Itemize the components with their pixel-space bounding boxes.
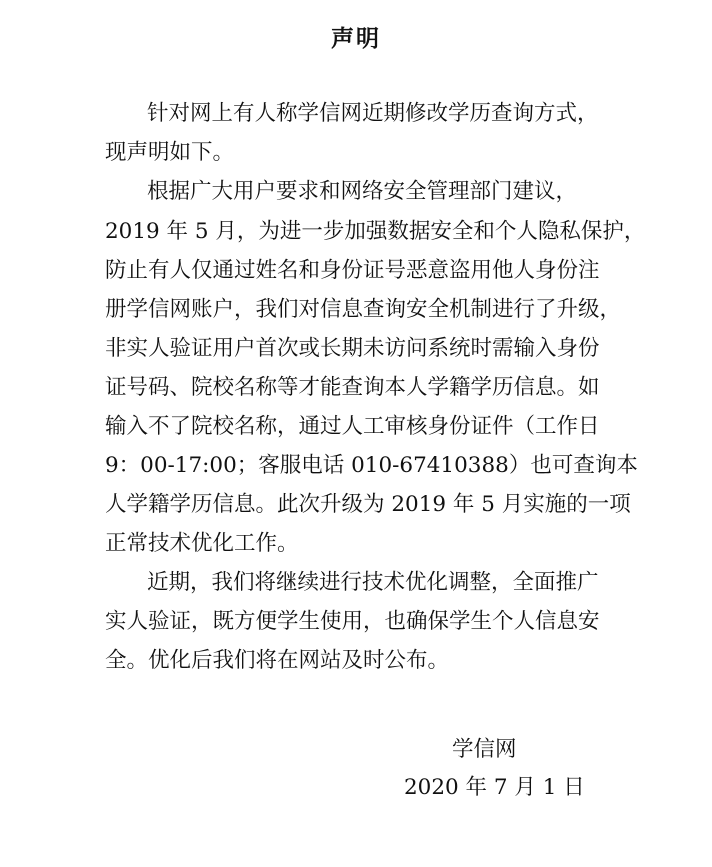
paragraph-line: 册学信网账户，我们对信息查询安全机制进行了升级， — [105, 297, 622, 322]
signature-date: 2020 年 7 月 1 日 — [404, 775, 585, 800]
paragraph-line: 2019 年 5 月，为进一步加强数据安全和个人隐私保护， — [105, 219, 646, 244]
paragraph-line: 近期，我们将继续进行技术优化调整，全面推广 — [147, 570, 599, 595]
paragraph-line: 实人验证，既方便学生使用，也确保学生个人信息安 — [105, 609, 600, 634]
paragraph-line: 人学籍学历信息。此次升级为 2019 年 5 月实施的一项 — [105, 492, 631, 517]
paragraph-line: 现声明如下。 — [105, 140, 235, 165]
paragraph-line: 9：00-17:00；客服电话 010-67410388）也可查询本 — [105, 453, 638, 478]
paragraph-line: 输入不了院校名称，通过人工审核身份证件（工作日 — [105, 414, 600, 439]
paragraph-line: 根据广大用户要求和网络安全管理部门建议， — [147, 179, 578, 204]
paragraph-line: 防止有人仅通过姓名和身份证号恶意盗用他人身份注 — [105, 258, 600, 283]
paragraph-line: 非实人验证用户首次或长期未访问系统时需输入身份 — [105, 336, 600, 361]
paragraph-line: 证号码、院校名称等才能查询本人学籍学历信息。如 — [105, 375, 600, 400]
signature: 学信网 — [452, 737, 517, 762]
paragraph-line: 全。优化后我们将在网站及时公布。 — [105, 648, 450, 673]
document-title: 声明 — [331, 26, 381, 52]
paragraph-line: 针对网上有人称学信网近期修改学历查询方式， — [147, 101, 599, 126]
paragraph-line: 正常技术优化工作。 — [105, 531, 299, 556]
